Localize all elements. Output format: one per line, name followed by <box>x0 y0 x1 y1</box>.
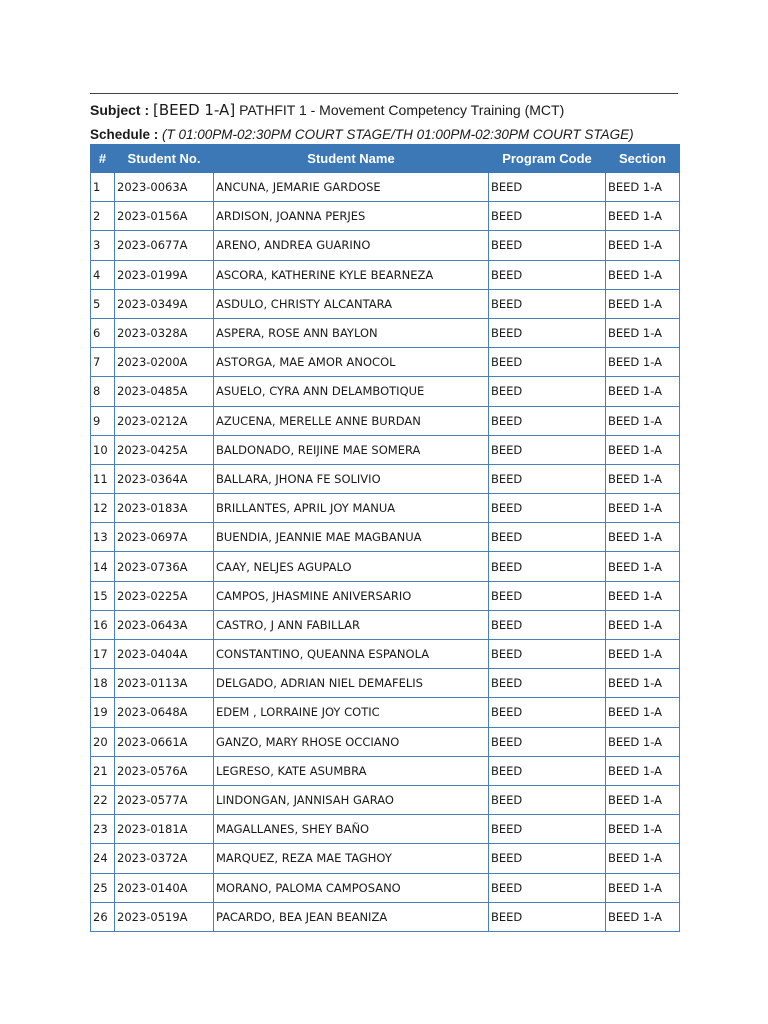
student-no-cell: 2023-0372A <box>115 844 214 873</box>
section-cell: BEED 1-A <box>606 727 680 756</box>
student-name-cell: PACARDO, BEA JEAN BEANIZA <box>214 902 489 931</box>
table-row <box>91 815 680 844</box>
table-row <box>91 289 680 318</box>
program-code-cell: BEED <box>489 756 606 785</box>
section-cell: BEED 1-A <box>606 844 680 873</box>
schedule-line <box>90 127 634 142</box>
row-number-cell: 20 <box>91 727 115 756</box>
program-code-cell: BEED <box>489 785 606 814</box>
student-name-cell: MARQUEZ, REZA MAE TAGHOY <box>214 844 489 873</box>
table-row <box>91 756 680 785</box>
program-code-cell: BEED <box>489 640 606 669</box>
student-no-cell: 2023-0349A <box>115 289 214 318</box>
student-no-cell: 2023-0697A <box>115 523 214 552</box>
student-no-cell: 2023-0225A <box>115 581 214 610</box>
row-number-cell: 14 <box>91 552 115 581</box>
row-number-cell: 26 <box>91 902 115 931</box>
section-cell: BEED 1-A <box>606 610 680 639</box>
section-cell: BEED 1-A <box>606 873 680 902</box>
row-number-cell: 3 <box>91 231 115 260</box>
row-number-cell: 2 <box>91 202 115 231</box>
student-name-cell: GANZO, MARY RHOSE OCCIANO <box>214 727 489 756</box>
program-code-cell: BEED <box>489 435 606 464</box>
student-name-cell: ASDULO, CHRISTY ALCANTARA <box>214 289 489 318</box>
student-no-cell: 2023-0063A <box>115 173 214 202</box>
column-header-student-name: Student Name <box>214 145 489 173</box>
top-divider <box>90 93 678 94</box>
row-number-cell: 4 <box>91 260 115 289</box>
table-row <box>91 377 680 406</box>
program-code-cell: BEED <box>489 377 606 406</box>
program-code-cell: BEED <box>489 552 606 581</box>
table-row <box>91 494 680 523</box>
row-number-cell: 13 <box>91 523 115 552</box>
student-no-cell: 2023-0404A <box>115 640 214 669</box>
table-row <box>91 318 680 347</box>
student-no-cell: 2023-0140A <box>115 873 214 902</box>
table-row <box>91 902 680 931</box>
section-cell: BEED 1-A <box>606 785 680 814</box>
section-cell: BEED 1-A <box>606 173 680 202</box>
row-number-cell: 18 <box>91 669 115 698</box>
program-code-cell: BEED <box>489 669 606 698</box>
table-row <box>91 348 680 377</box>
subject-title: PATHFIT 1 - Movement Competency Training (MCT) <box>239 102 565 118</box>
student-name-cell: LINDONGAN, JANNISAH GARAO <box>214 785 489 814</box>
row-number-cell: 21 <box>91 756 115 785</box>
program-code-cell: BEED <box>489 902 606 931</box>
student-name-cell: MAGALLANES, SHEY BAÑO <box>214 815 489 844</box>
section-cell: BEED 1-A <box>606 202 680 231</box>
student-name-cell: ASTORGA, MAE AMOR ANOCOL <box>214 348 489 377</box>
student-name-cell: ASCORA, KATHERINE KYLE BEARNEZA <box>214 260 489 289</box>
row-number-cell: 8 <box>91 377 115 406</box>
section-cell: BEED 1-A <box>606 581 680 610</box>
column-header-program-code: Program Code <box>489 145 606 173</box>
student-no-cell: 2023-0425A <box>115 435 214 464</box>
row-number-cell: 10 <box>91 435 115 464</box>
row-number-cell: 11 <box>91 464 115 493</box>
program-code-cell: BEED <box>489 844 606 873</box>
table-row <box>91 231 680 260</box>
student-name-cell: BUENDIA, JEANNIE MAE MAGBANUA <box>214 523 489 552</box>
row-number-cell: 7 <box>91 348 115 377</box>
row-number-cell: 1 <box>91 173 115 202</box>
table-row <box>91 202 680 231</box>
schedule-label: Schedule : <box>90 127 159 142</box>
student-no-cell: 2023-0181A <box>115 815 214 844</box>
row-number-cell: 5 <box>91 289 115 318</box>
student-no-cell: 2023-0661A <box>115 727 214 756</box>
program-code-cell: BEED <box>489 464 606 493</box>
student-no-cell: 2023-0736A <box>115 552 214 581</box>
row-number-cell: 19 <box>91 698 115 727</box>
section-cell: BEED 1-A <box>606 494 680 523</box>
table-row <box>91 640 680 669</box>
program-code-cell: BEED <box>489 318 606 347</box>
row-number-cell: 9 <box>91 406 115 435</box>
row-number-cell: 22 <box>91 785 115 814</box>
section-cell: BEED 1-A <box>606 348 680 377</box>
section-cell: BEED 1-A <box>606 815 680 844</box>
table-row <box>91 844 680 873</box>
student-no-cell: 2023-0183A <box>115 494 214 523</box>
program-code-cell: BEED <box>489 406 606 435</box>
section-cell: BEED 1-A <box>606 435 680 464</box>
student-name-cell: ARDISON, JOANNA PERJES <box>214 202 489 231</box>
column-header-student-no: Student No. <box>115 145 214 173</box>
student-no-cell: 2023-0212A <box>115 406 214 435</box>
program-code-cell: BEED <box>489 260 606 289</box>
section-cell: BEED 1-A <box>606 523 680 552</box>
program-code-cell: BEED <box>489 173 606 202</box>
program-code-cell: BEED <box>489 494 606 523</box>
table-row <box>91 173 680 202</box>
student-no-cell: 2023-0200A <box>115 348 214 377</box>
section-cell: BEED 1-A <box>606 318 680 347</box>
student-name-cell: ARENO, ANDREA GUARINO <box>214 231 489 260</box>
section-cell: BEED 1-A <box>606 406 680 435</box>
program-code-cell: BEED <box>489 289 606 318</box>
table-row <box>91 873 680 902</box>
program-code-cell: BEED <box>489 231 606 260</box>
table-body <box>91 173 680 932</box>
student-no-cell: 2023-0328A <box>115 318 214 347</box>
row-number-cell: 15 <box>91 581 115 610</box>
column-header-number: # <box>91 145 115 173</box>
student-name-cell: MORANO, PALOMA CAMPOSANO <box>214 873 489 902</box>
program-code-cell: BEED <box>489 610 606 639</box>
section-cell: BEED 1-A <box>606 756 680 785</box>
table-row <box>91 727 680 756</box>
student-name-cell: AZUCENA, MERELLE ANNE BURDAN <box>214 406 489 435</box>
student-name-cell: BALDONADO, REIJINE MAE SOMERA <box>214 435 489 464</box>
section-cell: BEED 1-A <box>606 231 680 260</box>
student-table <box>90 144 680 932</box>
student-name-cell: CAAY, NELJES AGUPALO <box>214 552 489 581</box>
table-row <box>91 698 680 727</box>
student-name-cell: CASTRO, J ANN FABILLAR <box>214 610 489 639</box>
student-no-cell: 2023-0576A <box>115 756 214 785</box>
student-name-cell: LEGRESO, KATE ASUMBRA <box>214 756 489 785</box>
section-cell: BEED 1-A <box>606 464 680 493</box>
program-code-cell: BEED <box>489 348 606 377</box>
row-number-cell: 23 <box>91 815 115 844</box>
student-name-cell: CONSTANTINO, QUEANNA ESPANOLA <box>214 640 489 669</box>
table-row <box>91 669 680 698</box>
schedule-value: (T 01:00PM-02:30PM COURT STAGE/TH 01:00PM-02:30PM COURT STAGE) <box>162 127 634 142</box>
student-no-cell: 2023-0643A <box>115 610 214 639</box>
table-row <box>91 406 680 435</box>
program-code-cell: BEED <box>489 815 606 844</box>
row-number-cell: 24 <box>91 844 115 873</box>
student-name-cell: CAMPOS, JHASMINE ANIVERSARIO <box>214 581 489 610</box>
row-number-cell: 6 <box>91 318 115 347</box>
student-name-cell: ASUELO, CYRA ANN DELAMBOTIQUE <box>214 377 489 406</box>
student-no-cell: 2023-0677A <box>115 231 214 260</box>
student-no-cell: 2023-0113A <box>115 669 214 698</box>
section-cell: BEED 1-A <box>606 640 680 669</box>
table-row <box>91 464 680 493</box>
student-name-cell: BALLARA, JHONA FE SOLIVIO <box>214 464 489 493</box>
student-name-cell: DELGADO, ADRIAN NIEL DEMAFELIS <box>214 669 489 698</box>
student-no-cell: 2023-0648A <box>115 698 214 727</box>
program-code-cell: BEED <box>489 581 606 610</box>
row-number-cell: 25 <box>91 873 115 902</box>
student-no-cell: 2023-0364A <box>115 464 214 493</box>
row-number-cell: 16 <box>91 610 115 639</box>
table-row <box>91 260 680 289</box>
table-row <box>91 523 680 552</box>
column-header-section: Section <box>606 145 680 173</box>
section-cell: BEED 1-A <box>606 552 680 581</box>
table-header-row <box>91 145 680 173</box>
student-no-cell: 2023-0519A <box>115 902 214 931</box>
subject-line <box>90 101 564 119</box>
row-number-cell: 12 <box>91 494 115 523</box>
program-code-cell: BEED <box>489 727 606 756</box>
table-row <box>91 435 680 464</box>
student-no-cell: 2023-0156A <box>115 202 214 231</box>
table-row <box>91 581 680 610</box>
subject-code: [BEED 1-A] <box>153 101 236 119</box>
student-no-cell: 2023-0199A <box>115 260 214 289</box>
table-row <box>91 552 680 581</box>
subject-label: Subject : <box>90 102 150 118</box>
student-name-cell: ANCUNA, JEMARIE GARDOSE <box>214 173 489 202</box>
row-number-cell: 17 <box>91 640 115 669</box>
table-row <box>91 610 680 639</box>
student-name-cell: ASPERA, ROSE ANN BAYLON <box>214 318 489 347</box>
program-code-cell: BEED <box>489 873 606 902</box>
program-code-cell: BEED <box>489 698 606 727</box>
table-row <box>91 785 680 814</box>
section-cell: BEED 1-A <box>606 260 680 289</box>
program-code-cell: BEED <box>489 202 606 231</box>
student-name-cell: BRILLANTES, APRIL JOY MANUA <box>214 494 489 523</box>
student-no-cell: 2023-0577A <box>115 785 214 814</box>
section-cell: BEED 1-A <box>606 377 680 406</box>
section-cell: BEED 1-A <box>606 289 680 318</box>
student-no-cell: 2023-0485A <box>115 377 214 406</box>
student-name-cell: EDEM , LORRAINE JOY COTIC <box>214 698 489 727</box>
program-code-cell: BEED <box>489 523 606 552</box>
section-cell: BEED 1-A <box>606 669 680 698</box>
section-cell: BEED 1-A <box>606 902 680 931</box>
section-cell: BEED 1-A <box>606 698 680 727</box>
